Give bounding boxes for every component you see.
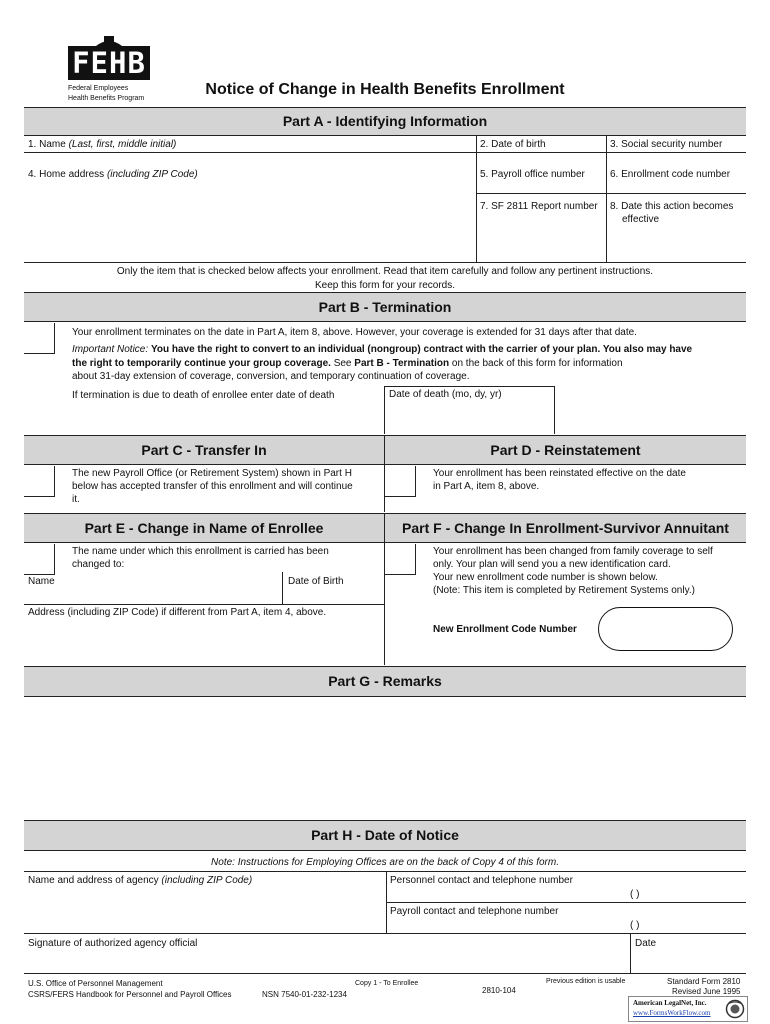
date-of-birth-field[interactable]: 2. Date of birth bbox=[480, 139, 546, 150]
payroll-phone-area-code: ( ) bbox=[630, 920, 640, 931]
part-c-text bbox=[72, 467, 353, 506]
new-enrollment-code-label: New Enrollment Code Number bbox=[433, 624, 577, 635]
home-address-label: 4. Home address bbox=[28, 169, 105, 180]
see-text: See bbox=[333, 357, 352, 369]
footer-copy: Copy 1 - To Enrollee bbox=[355, 980, 419, 987]
agency-hint: (including ZIP Code) bbox=[161, 875, 253, 886]
part-e-checkbox[interactable] bbox=[24, 544, 55, 575]
fehb-logo bbox=[66, 36, 152, 82]
part-c-text-2: below has accepted transfer of this enrollment and will continue bbox=[72, 481, 353, 492]
part-e-text-2: changed to: bbox=[72, 559, 125, 570]
part-g-header bbox=[24, 666, 746, 697]
part-d-checkbox[interactable] bbox=[385, 466, 416, 497]
home-address-field[interactable] bbox=[28, 168, 198, 181]
part-f-title: Part F - Change In Enrollment-Survivor Annuitant bbox=[402, 520, 729, 536]
part-f-text-2: only. Your plan will send you a new identification card. bbox=[433, 559, 671, 570]
name-hint: (Last, first, middle initial) bbox=[68, 139, 177, 150]
publisher-name: American LegalNet, Inc. bbox=[633, 999, 707, 1007]
name-field[interactable] bbox=[28, 138, 176, 151]
part-d-title: Part D - Reinstatement bbox=[490, 442, 641, 458]
footer-handbook: CSRS/FERS Handbook for Personnel and Payroll Offices bbox=[28, 990, 232, 999]
personnel-contact-field[interactable]: Personnel contact and telephone number bbox=[390, 875, 573, 886]
effective-date-label-2: effective bbox=[622, 214, 660, 225]
part-b-checkbox[interactable] bbox=[24, 323, 55, 354]
part-b-notice bbox=[72, 343, 744, 384]
see-bold: Part B - Termination bbox=[354, 357, 450, 369]
name-label: 1. Name bbox=[28, 139, 66, 150]
part-f-text-4: (Note: This item is completed by Retirement Systems only.) bbox=[433, 585, 695, 596]
notice-bold-2: the right to temporarily continue your group coverage. bbox=[72, 357, 331, 369]
remarks-field[interactable] bbox=[24, 697, 746, 819]
part-c-checkbox[interactable] bbox=[24, 466, 55, 497]
publisher-globe-icon bbox=[725, 998, 745, 1020]
part-h-title: Part H - Date of Notice bbox=[311, 827, 459, 843]
logo-text: FEHB bbox=[72, 46, 146, 80]
publisher-url[interactable]: www.FormsWorkFlow.com bbox=[633, 1009, 711, 1017]
part-a-title: Part A - Identifying Information bbox=[282, 113, 488, 129]
death-instruction: If termination is due to death of enrollee enter date of death bbox=[72, 390, 335, 401]
part-h-note: Note: Instructions for Employing Offices are on the back of Copy 4 of this form. bbox=[211, 857, 559, 868]
part-c-text-1: The new Payroll Office (or Retirement System) shown in Part H bbox=[72, 468, 352, 479]
part-g-title: Part G - Remarks bbox=[328, 673, 442, 689]
part-d-text bbox=[433, 467, 686, 493]
part-e-text bbox=[72, 545, 329, 571]
sf2811-report-field[interactable]: 7. SF 2811 Report number bbox=[480, 201, 598, 212]
program-name-line1: Federal Employees bbox=[68, 85, 129, 92]
signature-field[interactable]: Signature of authorized agency official bbox=[28, 938, 198, 949]
part-b-header bbox=[24, 292, 746, 322]
see-rest: on the back of this form for information bbox=[451, 357, 623, 369]
home-address-hint: (including ZIP Code) bbox=[106, 169, 198, 180]
date-of-death-field[interactable]: Date of death (mo, dy, yr) bbox=[389, 389, 502, 400]
agency-label: Name and address of agency bbox=[28, 875, 159, 886]
payroll-contact-field[interactable]: Payroll contact and telephone number bbox=[390, 906, 559, 917]
new-enrollment-code-field[interactable] bbox=[598, 607, 733, 651]
payroll-office-field[interactable]: 5. Payroll office number bbox=[480, 169, 585, 180]
part-a-header bbox=[24, 107, 746, 136]
ssn-field[interactable]: 3. Social security number bbox=[610, 139, 723, 150]
instruction-line-2: Keep this form for your records. bbox=[314, 280, 456, 291]
publisher-stamp bbox=[628, 996, 748, 1022]
part-c-title: Part C - Transfer In bbox=[141, 442, 267, 458]
part-e-title: Part E - Change in Name of Enrollee bbox=[84, 520, 324, 536]
personnel-phone-area-code: ( ) bbox=[630, 889, 640, 900]
new-date-of-birth-field[interactable]: Date of Birth bbox=[288, 576, 344, 587]
part-d-text-1: Your enrollment has been reinstated effective on the date bbox=[433, 468, 686, 479]
part-b-text-1: Your enrollment terminates on the date in Part A, item 8, above. However, your coverage is extended for 31 days after that date. bbox=[72, 327, 637, 338]
part-f-text bbox=[433, 545, 713, 597]
footer-opm: U.S. Office of Personnel Management bbox=[28, 979, 163, 988]
part-f-text-1: Your enrollment has been changed from family coverage to self bbox=[433, 546, 713, 557]
part-e-text-1: The name under which this enrollment is carried has been bbox=[72, 546, 329, 557]
part-c-text-3: it. bbox=[72, 494, 80, 505]
footer-revised: Revised June 1995 bbox=[672, 987, 741, 996]
part-h-header bbox=[24, 820, 746, 851]
footer-previous-edition: Previous edition is usable bbox=[546, 978, 626, 985]
new-name-field[interactable]: Name bbox=[28, 576, 55, 587]
footer-nsn: NSN 7540-01-232-1234 bbox=[262, 990, 347, 999]
part-f-text-3: Your new enrollment code number is shown below. bbox=[433, 572, 658, 583]
effective-date-label-1: 8. Date this action becomes bbox=[610, 201, 734, 212]
part-d-text-2: in Part A, item 8, above. bbox=[433, 481, 540, 492]
footer-form-number: 2810-104 bbox=[482, 986, 516, 995]
notice-bold-1: You have the right to convert to an individual (nongroup) contract with the carrier of your plan. You also may have bbox=[150, 344, 693, 355]
new-address-field[interactable]: Address (including ZIP Code) if different from Part A, item 4, above. bbox=[28, 607, 327, 618]
notice-label: Important Notice: bbox=[72, 344, 149, 355]
signature-date-field[interactable]: Date bbox=[635, 938, 657, 949]
footer-standard-form: Standard Form 2810 bbox=[667, 977, 741, 986]
agency-field[interactable] bbox=[28, 874, 252, 887]
enrollment-code-field[interactable]: 6. Enrollment code number bbox=[610, 169, 731, 180]
form-title: Notice of Change in Health Benefits Enrollment bbox=[205, 81, 565, 98]
instruction-line-1: Only the item that is checked below affects your enrollment. Read that item carefully and follow any pertinent instructions. bbox=[116, 266, 654, 277]
effective-date-field[interactable] bbox=[610, 200, 733, 226]
part-b-title: Part B - Termination bbox=[318, 299, 452, 315]
notice-last-line: about 31-day extension of coverage, conversion, and temporary continuation of coverage. bbox=[72, 371, 470, 382]
part-f-checkbox[interactable] bbox=[385, 544, 416, 575]
program-name-line2: Health Benefits Program bbox=[68, 95, 145, 102]
